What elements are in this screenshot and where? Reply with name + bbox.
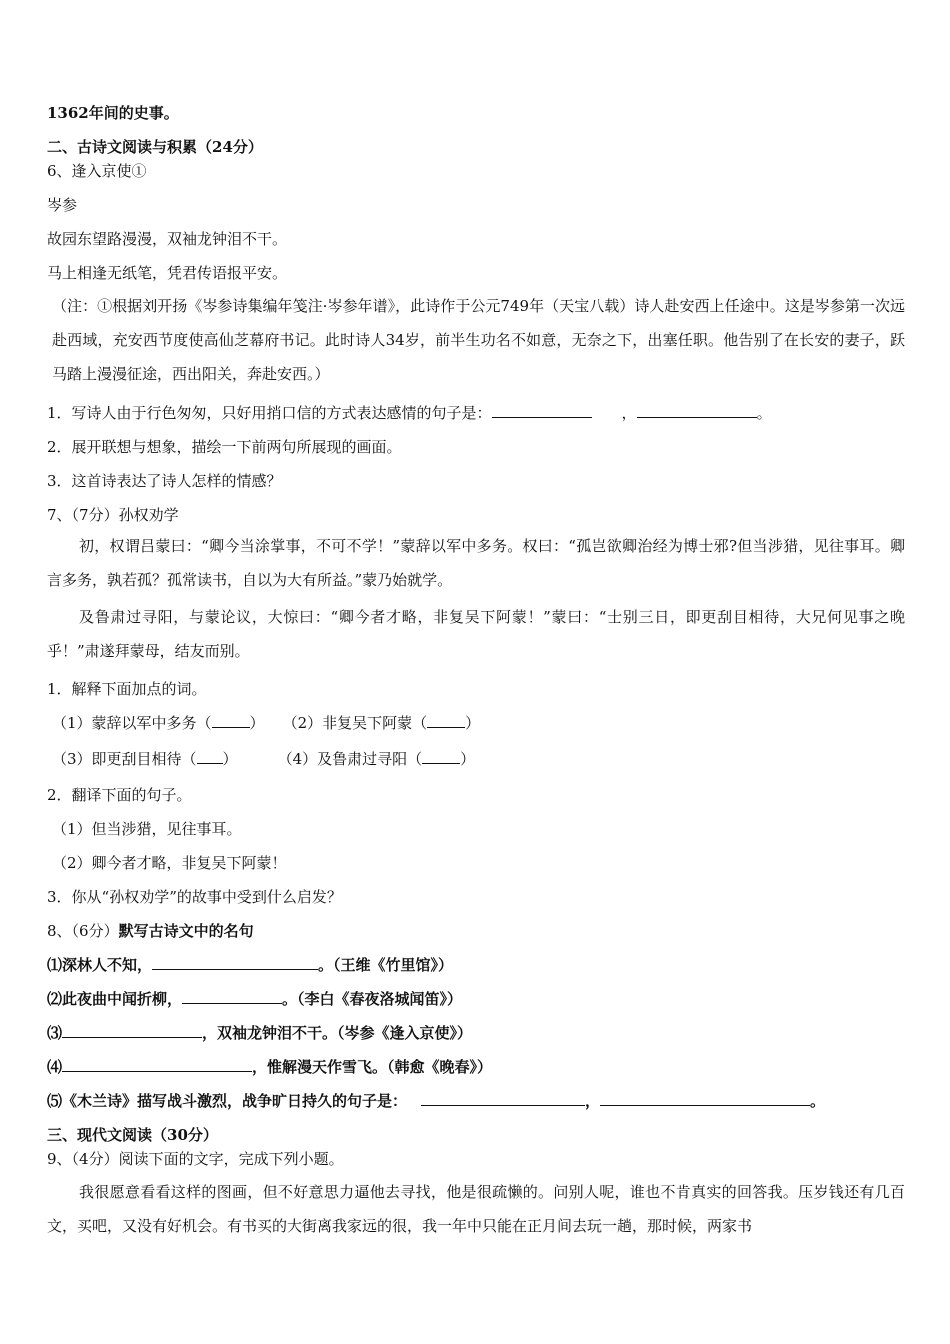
period: 。: [756, 404, 772, 422]
answer-blank[interactable]: [427, 713, 465, 728]
question-7-1: 1．解释下面加点的词。: [47, 680, 207, 698]
question-8-2: [47, 989, 462, 1009]
item-4-close: ）: [460, 750, 476, 768]
question-8-3: [47, 1023, 472, 1043]
answer-blank[interactable]: [492, 403, 592, 418]
q8-2-suffix: 。（李白《春夜洛城闻笛》）: [282, 990, 463, 1008]
item-2-text: （2）非复吴下阿蒙（: [282, 714, 428, 732]
question-8-4: [47, 1057, 492, 1077]
question-8-instruction: 默写古诗文中的名句: [118, 922, 254, 940]
period: 。: [810, 1092, 826, 1110]
section-heading-2: 二、古诗文阅读与积累（24分）: [47, 138, 263, 156]
question-6-3: 3．这首诗表达了诗人怎样的情感？: [47, 472, 282, 490]
item-3-close: ）: [222, 750, 238, 768]
question-7-2: 2．翻译下面的句子。: [47, 786, 192, 804]
poem-line-2: 马上相逢无纸笔，凭君传语报平安。: [47, 264, 288, 282]
question-8-5: [47, 1091, 825, 1111]
question-6-1: [47, 403, 772, 423]
question-7-title: 7、（7分）孙权劝学: [47, 506, 179, 524]
question-6-2: 2．展开联想与想象，描绘一下前两句所展现的画面。: [47, 438, 402, 456]
answer-blank[interactable]: [421, 1091, 585, 1106]
question-6-title: 6、逢入京使➀: [47, 162, 147, 180]
answer-blank[interactable]: [637, 403, 757, 418]
answer-blank[interactable]: [197, 749, 223, 764]
item-4-text: （4）及鲁肃过寻阳（: [277, 750, 423, 768]
question-7-1-row-2: [52, 749, 475, 769]
poem-note: （注：➀根据刘开扬《岑参诗集编年笺注·岑参年谱》，此诗作于公元749年（天宝八载）诗人赴安西上任途中。这是岑参第一次远赴西域，充安西节度使高仙芝幕府书记。此时诗人34岁，前半生功名不如意，无奈之下，出塞任职。他告别了在长安的妻子，跃马踏上漫漫征途，西出阳关，奔赴安西。）: [52, 297, 905, 383]
q8-2-prefix: ⑵此夜曲中闻折柳，: [47, 990, 183, 1008]
item-3-text: （3）即更刮目相待（: [52, 750, 197, 768]
question-8-1: [47, 955, 453, 975]
item-1-text: （1）蒙辞以军中多务（: [52, 714, 212, 732]
question-7-1-row-1: [52, 713, 480, 733]
q8-1-prefix: ⑴深林人不知，: [47, 956, 153, 974]
question-7-3: 3．你从“孙权劝学”的故事中受到什么启发？: [47, 888, 342, 906]
poem-author: 岑参: [47, 196, 78, 214]
section-heading-3: 三、现代文阅读（30分）: [47, 1126, 218, 1144]
question-9-title: 9、（4分）阅读下面的文字，完成下列小题。: [47, 1150, 344, 1168]
q8-4-prefix: ⑷: [47, 1058, 63, 1076]
answer-blank[interactable]: [600, 1091, 810, 1106]
passage-paragraph-1: 初，权谓吕蒙曰：“卿今当涂掌事，不可不学！”蒙辞以军中多务。权曰：“孤岂欲卿治经为博士邪?但当涉猎，见往事耳。卿言多务，孰若孤？孤常读书，自以为大有所益。”蒙乃始就学。: [47, 537, 905, 589]
separator: ，: [585, 1092, 601, 1110]
q8-1-suffix: 。（王维《竹里馆》）: [318, 956, 454, 974]
question-8-title: [47, 921, 254, 941]
q8-5-text: ⑸《木兰诗》描写战斗激烈，战争旷日持久的句子是：: [47, 1092, 408, 1110]
separator: ，: [621, 404, 637, 422]
question-7-2-item-2: （2）卿今者才略，非复吴下阿蒙！: [52, 854, 287, 872]
item-2-close: ）: [465, 714, 481, 732]
passage-paragraph-2: 及鲁肃过寻阳，与蒙论议，大惊曰：“卿今者才略，非复吴下阿蒙！”蒙曰：“士别三日，即更刮目相待，大兄何见事之晚乎！”肃遂拜蒙母，结友而别。: [47, 608, 905, 660]
answer-blank[interactable]: [62, 1023, 202, 1038]
q8-3-prefix: ⑶: [47, 1024, 63, 1042]
question-8-score: 8、（6分）: [47, 922, 119, 940]
poem-line-1: 故园东望路漫漫，双袖龙钟泪不干。: [47, 230, 288, 248]
continuation-line: 1362年间的史事。: [47, 104, 179, 122]
answer-blank[interactable]: [62, 1057, 252, 1072]
q8-4-suffix: ，惟解漫天作雪飞。（韩愈《晚春》）: [252, 1058, 493, 1076]
question-7-2-item-1: （1）但当涉猎，见往事耳。: [52, 820, 242, 838]
question-6-1-text: 1．写诗人由于行色匆匆，只好用捎口信的方式表达感情的句子是：: [47, 404, 492, 422]
answer-blank[interactable]: [422, 749, 460, 764]
q8-3-suffix: ，双袖龙钟泪不干。（岑参《逢入京使》）: [202, 1024, 473, 1042]
answer-blank[interactable]: [182, 989, 282, 1004]
passage-paragraph-3: 我很愿意看看这样的图画，但不好意思力逼他去寻找，他是很疏懒的。问别人呢，谁也不肯真实的回答我。压岁钱还有几百文，买吧，又没有好机会。有书买的大街离我家远的很，我一年中只能在正月间去玩一趟，那时候，两家书: [47, 1183, 905, 1235]
item-1-close: ）: [249, 714, 265, 732]
answer-blank[interactable]: [212, 713, 250, 728]
answer-blank[interactable]: [152, 955, 318, 970]
